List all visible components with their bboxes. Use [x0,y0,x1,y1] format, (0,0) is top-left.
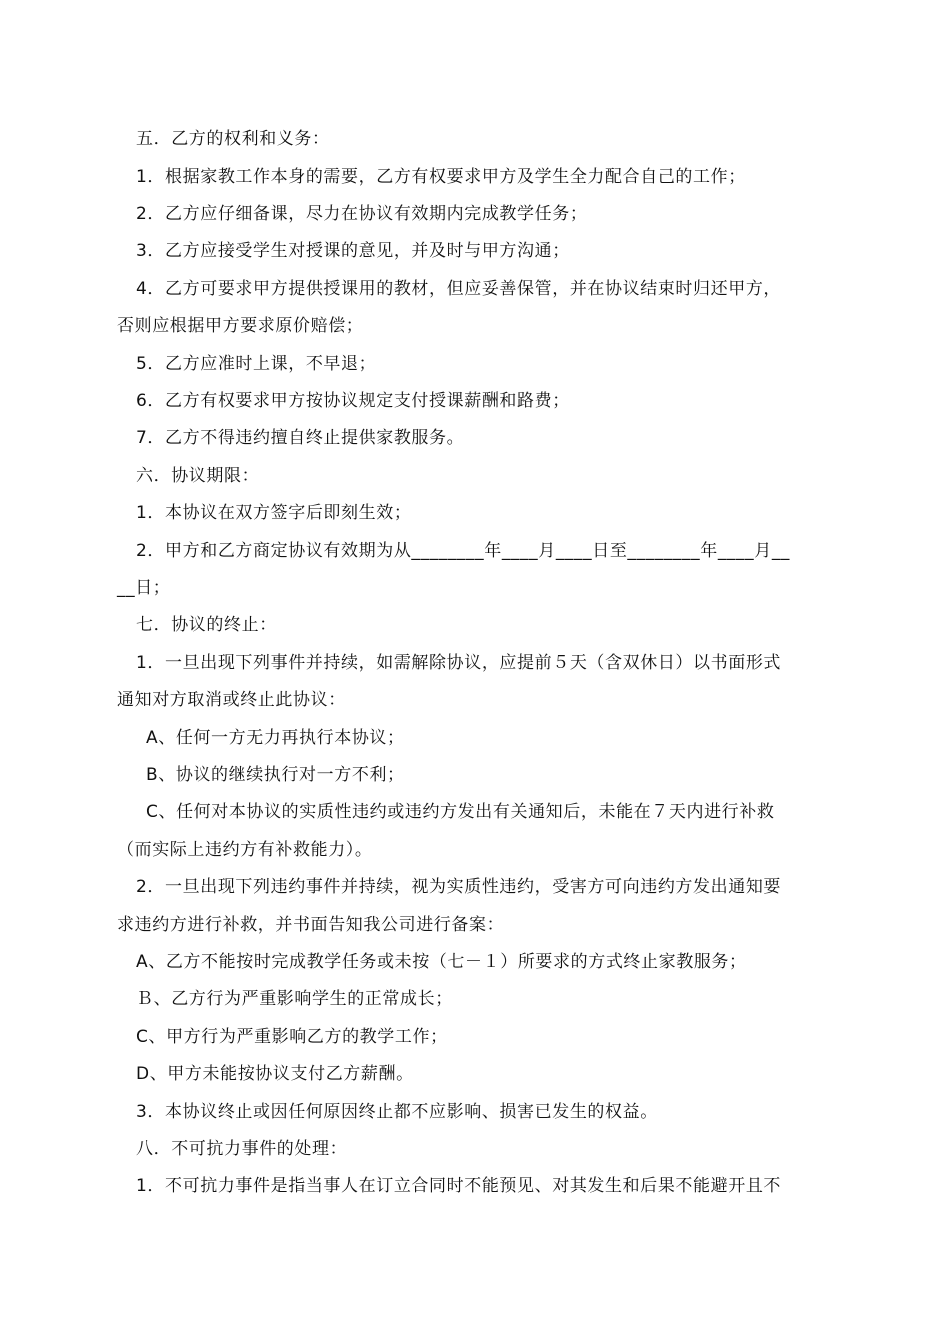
section-heading-5: 五．乙方的权利和义务： [136,129,330,149]
paragraph-line: 4．乙方可要求甲方提供授课用的教材，但应妥善保管，并在协议结束时归还甲方， [136,279,782,299]
list-item: Ｂ、乙方行为严重影响学生的正常成长； [136,989,453,1009]
section-heading-7: 七．协议的终止： [136,615,277,635]
paragraph-line: 否则应根据甲方要求原价赔偿； [117,316,364,336]
paragraph-line: 求违约方进行补救，并书面告知我公司进行备案： [117,915,505,935]
section-heading-8: 八．不可抗力事件的处理： [136,1139,348,1159]
paragraph-line: 1．一旦出现下列事件并持续，如需解除协议，应提前５天（含双休日）以书面形式 [136,653,782,673]
paragraph-line: 1．不可抗力事件是指当事人在订立合同时不能预见、对其发生和后果不能避开且不 [136,1176,782,1196]
paragraph-line: 5．乙方应准时上课，不早退； [136,354,377,374]
paragraph-line: 通知对方取消或终止此协议： [117,690,346,710]
paragraph-line: 6．乙方有权要求甲方按协议规定支付授课薪酬和路费； [136,391,570,411]
list-item: C、任何对本协议的实质性违约或违约方发出有关通知后，未能在７天内进行补救 [146,802,775,822]
paragraph-line: __日； [117,578,171,598]
list-item: C、甲方行为严重影响乙方的教学工作； [136,1027,448,1047]
list-item: A、任何一方无力再执行本协议； [146,728,405,748]
paragraph-line: 3．乙方应接受学生对授课的意见，并及时与甲方沟通； [136,241,570,261]
paragraph-line: 2．一旦出现下列违约事件并持续，视为实质性违约，受害方可向违约方发出通知要 [136,877,782,897]
paragraph-line: 2．乙方应仔细备课，尽力在协议有效期内完成教学任务； [136,204,588,224]
paragraph-line: 1．根据家教工作本身的需要，乙方有权要求甲方及学生全力配合自己的工作； [136,167,746,187]
list-item: D、甲方未能按协议支付乙方薪酬。 [136,1064,414,1084]
paragraph-line: 1．本协议在双方签字后即刻生效； [136,503,412,523]
section-heading-6: 六．协议期限： [136,466,260,486]
list-item: B、协议的继续执行对一方不利； [146,765,405,785]
paragraph-line: 2．甲方和乙方商定协议有效期为从________年____月____日至________年____月__ [136,541,791,561]
paragraph-line: 3．本协议终止或因任何原因终止都不应影响、损害已发生的权益。 [136,1102,658,1122]
paragraph-line: 7．乙方不得违约擅自终止提供家教服务。 [136,428,465,448]
paragraph-line: （而实际上违约方有补救能力）。 [117,840,373,860]
list-item: A、乙方不能按时完成教学任务或未按（七－１）所要求的方式终止家教服务； [136,952,747,972]
